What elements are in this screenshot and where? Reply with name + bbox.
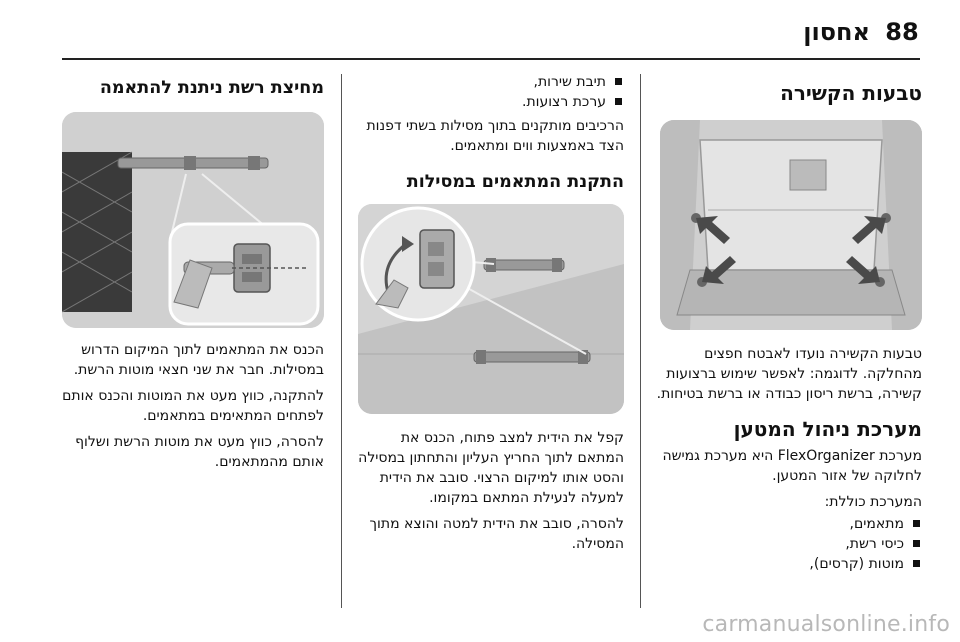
net-illustration: [62, 112, 324, 328]
rails-text: הרכיבים מותקנים בתוך מסילות בשתי דפנות הצד באמצעות ווים ומתאמים.: [366, 118, 624, 154]
net-partition-heading: מחיצת רשת ניתנת להתאמה: [99, 78, 324, 98]
tie-down-rings-text: טבעות הקשירה נועדו לאבטח חפצים מהחלקה. לדוגמה: לאפשר שימוש ברצועות קשירה, ברשת ריסון כבודה או ברשת בטיחות.: [656, 346, 922, 402]
components-list: [656, 514, 922, 574]
list-item: ערכת רצועות.: [356, 92, 624, 112]
net-fit-text: להתקנה, כווץ מעט את המוטות והכנס אותם לפתחים המתאימים במתאמים.: [62, 388, 324, 424]
includes-label: המערכת כוללת:: [824, 494, 922, 510]
trunk-illustration: [660, 120, 922, 330]
install-adapters-heading: התקנת המתאמים במסילות: [406, 172, 624, 192]
trunk-rings-figure: [660, 120, 922, 330]
middle-column: [356, 72, 624, 560]
flexorganizer-text: מערכת FlexOrganizer היא מערכת גמישה לחלוקה של אזור המטען.: [662, 448, 922, 484]
list-item: מתאמים,: [656, 514, 922, 534]
column-divider-left: [341, 74, 342, 608]
column-divider-right: [640, 74, 641, 608]
removal-text: להסרה, סובב את הידית למטה והוצא מתוך המסילה.: [369, 516, 624, 552]
right-column: [656, 80, 922, 574]
net-remove-text: להסרה, כווץ מעט את מוטות הרשת ושלוף אותם מהמתאמים.: [75, 434, 324, 470]
install-instructions: קפל את הידית למצב פתוח, הכנס את המתאם לתוך החריץ העליון והתחתון במסילה והסט אותו למיקום הרצוי. סובב את הידית למעלה לנעילת המתאם במקומו.: [358, 430, 624, 506]
section-title: אחסון: [803, 18, 870, 46]
net-partition-figure: [62, 112, 324, 328]
components-list-continued: [356, 72, 624, 112]
left-column: [62, 76, 324, 478]
adapter-rail-figure: [358, 204, 624, 414]
adapter-illustration: [358, 204, 624, 414]
net-install-text: הכנס את המתאמים לתוך המיקום הדרוש במסילות. חבר את שני חצאי מוטות הרשת.: [73, 342, 324, 378]
tie-down-rings-heading: טבעות הקשירה: [780, 81, 922, 105]
page-number: 88: [885, 18, 919, 46]
header-rule: [62, 58, 920, 60]
list-item: מוטות (קרסים),: [656, 554, 922, 574]
list-item: תיבת שירות,: [356, 72, 624, 92]
list-item: כיסי רשת,: [656, 534, 922, 554]
watermark: carmanualsonline.info: [702, 612, 950, 637]
load-management-heading: מערכת ניהול המטען: [733, 417, 922, 441]
